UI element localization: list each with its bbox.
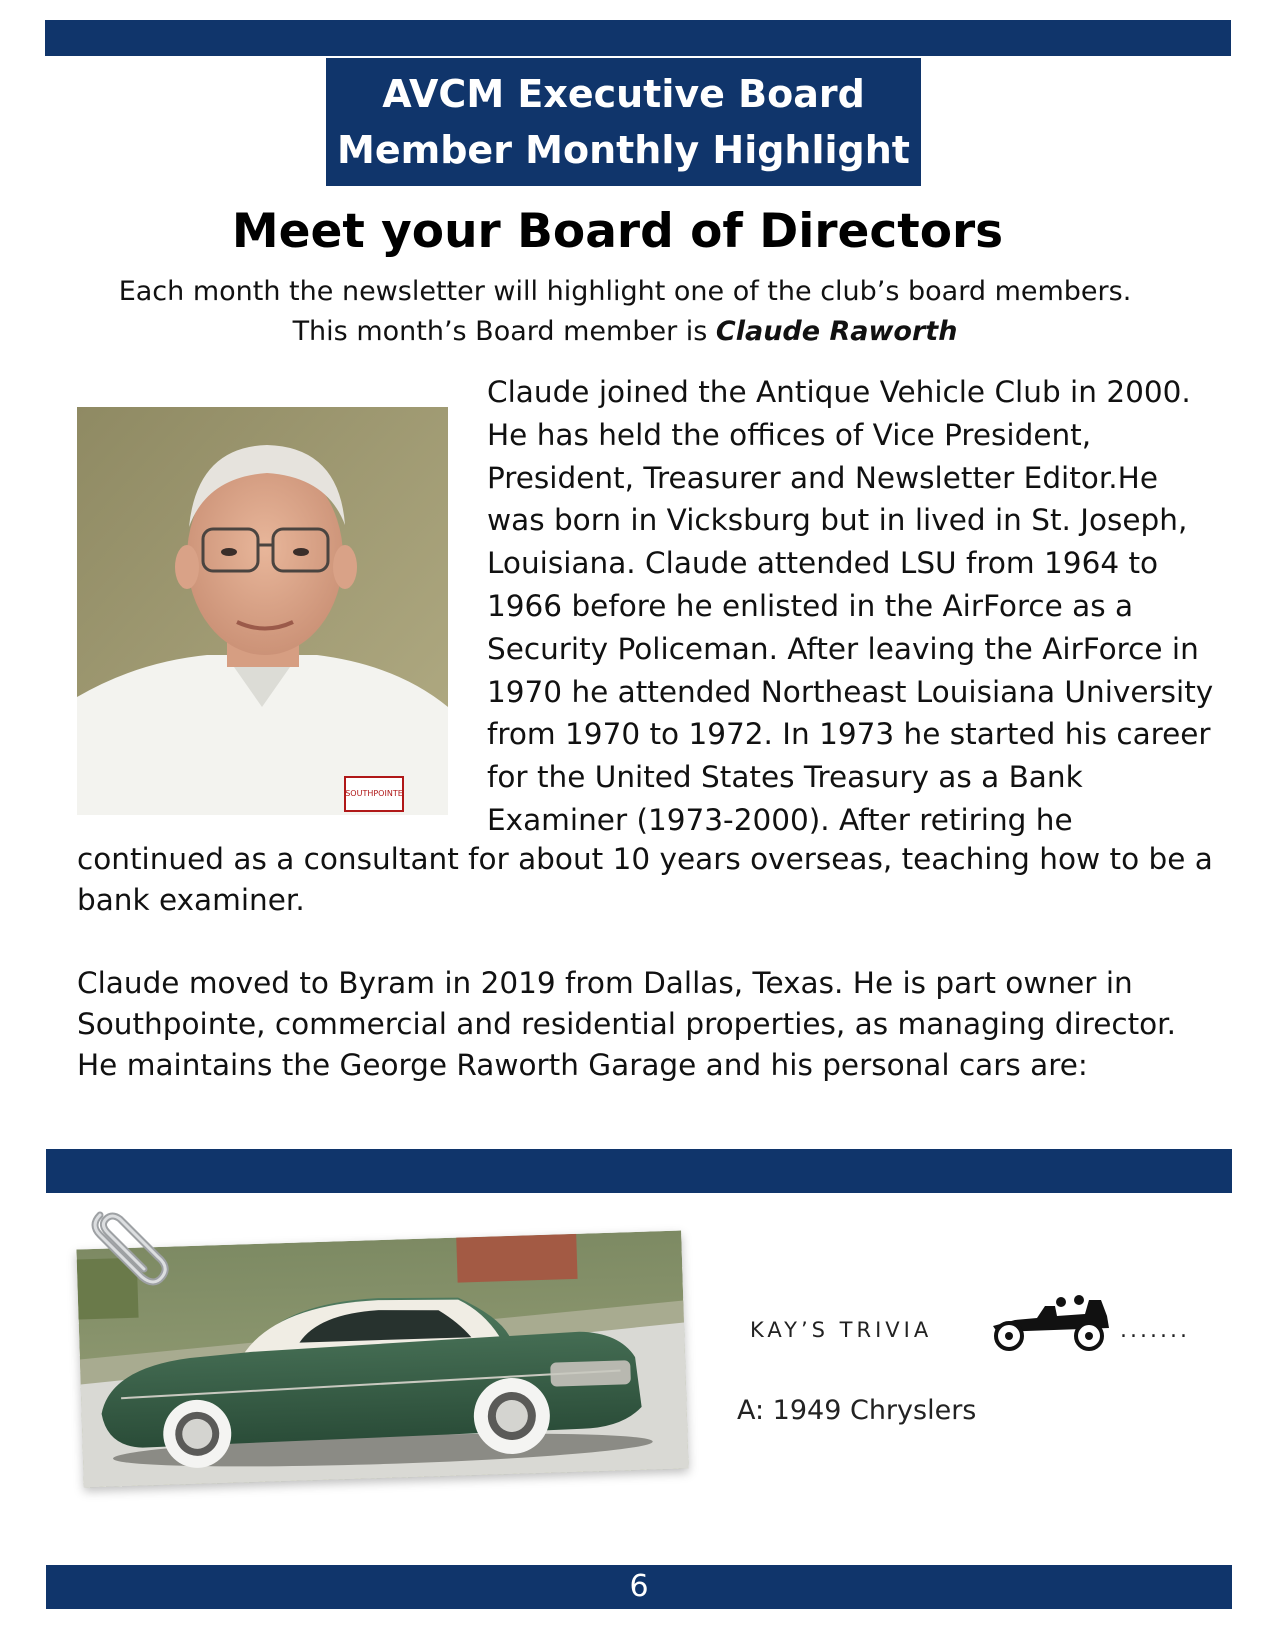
bio-line: 1970 he attended Northeast Louisiana University xyxy=(487,674,1214,709)
bio-full-text xyxy=(77,839,1227,1086)
paperclip-icon xyxy=(80,1203,170,1293)
bio-line: bank examiner. xyxy=(77,883,305,918)
title-box xyxy=(326,58,921,186)
intro-line-1: Each month the newsletter will highlight one of the club’s board members. xyxy=(118,276,1132,307)
bio-line: Examiner (1973-2000). After retiring he xyxy=(487,802,1073,837)
title-line-2: Member Monthly Highlight xyxy=(337,128,910,172)
bio-line: for the United States Treasury as a Bank xyxy=(487,760,1083,795)
top-banner-bar xyxy=(45,20,1231,56)
vintage-car-icon xyxy=(985,1290,1115,1352)
intro-text xyxy=(60,272,1190,352)
bio-line: continued as a consultant for about 10 years overseas, teaching how to be a xyxy=(77,842,1213,876)
member-name: Claude Raworth xyxy=(715,316,958,347)
section-divider-bar xyxy=(46,1149,1232,1193)
bio-wrapped-text xyxy=(487,371,1247,842)
trivia-dots: ....... xyxy=(1120,1318,1190,1343)
page-heading: Meet your Board of Directors xyxy=(231,204,1004,259)
trivia-answer: A: 1949 Chryslers xyxy=(737,1395,977,1426)
bio-line: Louisiana. Claude attended LSU from 1964 to xyxy=(487,546,1159,581)
bio-line: 1966 before he enlisted in the AirForce as a xyxy=(487,588,1134,623)
bio-line: was born in Vicksburg but in lived in St. Joseph, xyxy=(487,503,1188,538)
bio-line: He has held the offices of Vice President, xyxy=(487,417,1092,452)
bio-line: Security Policeman. After leaving the AirForce in xyxy=(487,631,1199,666)
bio-line: Claude moved to Byram in 2019 from Dallas, Texas. He is part owner in xyxy=(77,965,1133,1000)
bio-line: President, Treasurer and Newsletter Editor.He xyxy=(487,460,1158,495)
shirt-logo-text: SOUTHPOINTE xyxy=(345,789,403,798)
bio-line: from 1970 to 1972. In 1973 he started his career xyxy=(487,717,1211,752)
bio-line: Southpointe, commercial and residential properties, as managing director. xyxy=(77,1006,1176,1041)
bio-line: Claude joined the Antique Vehicle Club in 2000. xyxy=(487,375,1191,409)
intro-line-2-prefix: This month’s Board member is xyxy=(292,316,716,347)
bio-line: He maintains the George Raworth Garage and his personal cars are: xyxy=(77,1048,1088,1082)
member-photo xyxy=(77,407,448,815)
page-number: 6 xyxy=(629,1569,649,1604)
paragraph-gap xyxy=(77,921,1227,962)
intro-line-2 xyxy=(60,312,1190,352)
title-line-1: AVCM Executive Board xyxy=(382,72,865,116)
trivia-title: KAY’S TRIVIA xyxy=(750,1318,933,1342)
footer-bar xyxy=(46,1565,1232,1609)
